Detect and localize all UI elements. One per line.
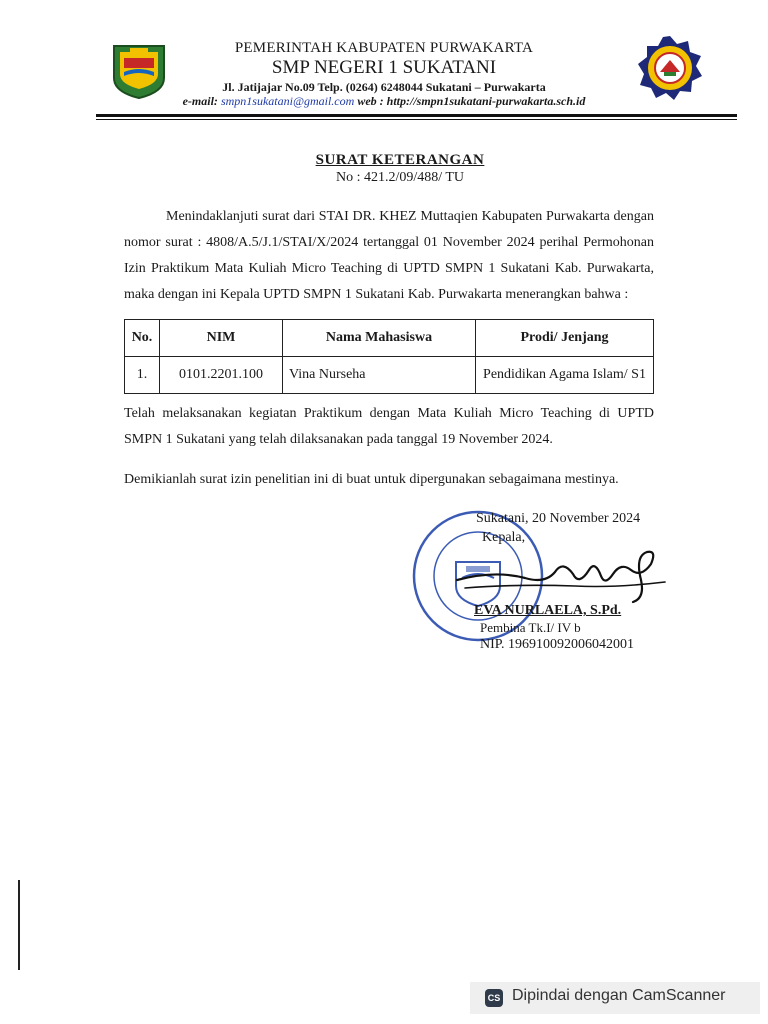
header-name: Nama Mahasiswa [283, 320, 476, 357]
header-nim: NIM [160, 320, 283, 357]
cell-no: 1. [125, 357, 160, 394]
signature-place-date: Sukatani, 20 November 2024 [476, 511, 641, 526]
letterhead-divider-thin [96, 119, 737, 120]
cell-nim: 0101.2201.100 [160, 357, 283, 394]
cell-name: Vina Nurseha [283, 357, 476, 394]
table-row [125, 357, 654, 394]
web-address: http://smpn1sukatani-purwakarta.sch.id [386, 94, 586, 108]
letter-title: SURAT KETERANGAN [315, 152, 485, 168]
table-header-row [125, 320, 654, 357]
email-address: smpn1sukatani@gmail.com [220, 94, 355, 108]
header-program: Prodi/ Jenjang [476, 320, 654, 357]
letterhead-government: PEMERINTAH KABUPATEN PURWAKARTA [234, 40, 534, 56]
letterhead-address: Jl. Jatijajar No.09 Telp. (0264) 6248044 Sukatani – Purwakarta [222, 80, 546, 94]
closing-paragraph: Demikianlah surat izin penelitian ini di buat untuk dipergunakan sebagaimana mestinya. [124, 472, 619, 487]
scanner-watermark [470, 982, 760, 1014]
letter-number: No : 421.2/09/488/ TU [335, 170, 465, 185]
scanner-text: Dipindai dengan CamScanner [512, 987, 726, 1004]
camscanner-icon: CS [485, 989, 503, 1007]
result-paragraph: Telah melaksanakan kegiatan Praktikum dengan Mata Kuliah Micro Teaching di UPTD SMPN 1 Sukatani yang telah dilaksanakan pada tanggal 19 November 2024. [124, 406, 654, 447]
opening-paragraph-text: Menindaklanjuti surat dari STAI DR. KHEZ Muttaqien Kabupaten Purwakarta dengan nomor surat : 4808/A.5/J.1/STAI/X/2024 tertanggal 01 November 2024 perihal Permohonan Izin Praktikum Mata Kuliah Micro Teaching di UPTD SMPN 1 Sukatani Kab. Purwakarta, maka dengan ini Kepala UPTD SMPN 1 Sukatani Kab. Purwakarta menerangkan bahwa : [124, 209, 654, 302]
scan-edge-mark [18, 880, 20, 970]
student-table [124, 319, 654, 394]
cell-program: Pendidikan Agama Islam/ S1 [476, 357, 654, 394]
handwritten-signature [455, 540, 675, 610]
email-label: e-mail: [182, 94, 218, 108]
letterhead-divider [96, 114, 737, 117]
opening-paragraph [124, 204, 654, 308]
signer-nip: NIP. 196910092006042001 [480, 637, 635, 652]
signer-rank: Pembina Tk.I/ IV b [480, 620, 581, 635]
web-label: web : [357, 94, 384, 108]
letterhead-contact [0, 94, 768, 109]
letterhead-school-name: SMP NEGERI 1 SUKATANI [271, 57, 497, 78]
header-no: No. [125, 320, 160, 357]
signer-name: EVA NURLAELA, S.Pd. [474, 603, 622, 618]
signature-title: Kepala, [482, 530, 526, 545]
